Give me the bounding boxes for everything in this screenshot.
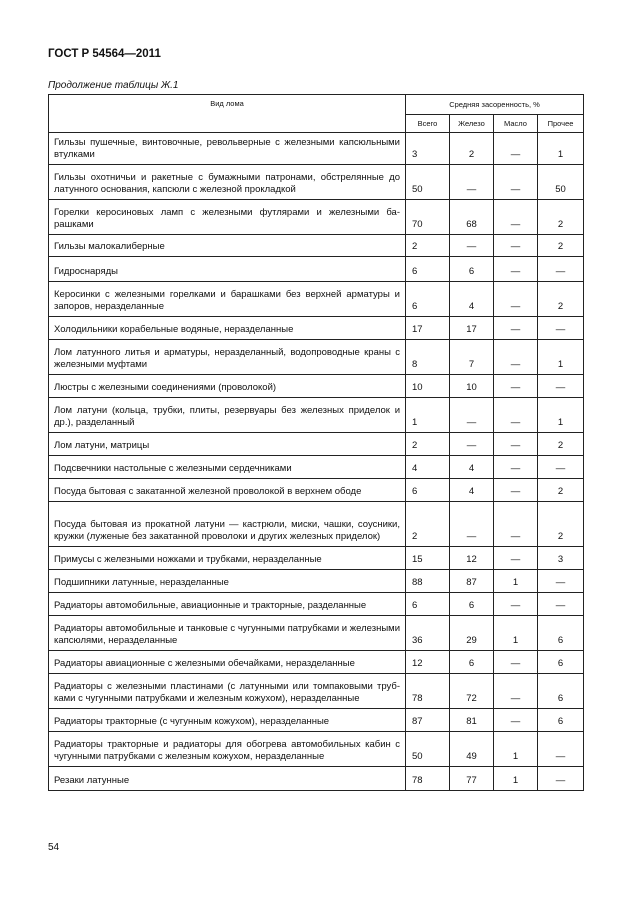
scrap-type-cell: Люстры с железными соединениями (проволокой) — [49, 375, 406, 398]
scrap-type-cell: Лом латуни (кольца, трубки, плиты, резервуары без железных приделок и др.), разделанный — [49, 398, 406, 433]
oil-cell: — — [494, 398, 538, 433]
document-header: ГОСТ Р 54564—2011 — [48, 48, 161, 60]
iron-cell: 2 — [450, 133, 494, 165]
other-cell: — — [538, 375, 584, 398]
table-row — [49, 570, 584, 593]
total-cell: 78 — [406, 674, 450, 709]
scrap-type-cell: Радиаторы авиационные с железными обечайками, неразделанные — [49, 651, 406, 674]
total-cell: 2 — [406, 433, 450, 456]
table-row — [49, 235, 584, 257]
iron-cell: — — [450, 235, 494, 257]
table-row — [49, 651, 584, 674]
oil-cell: — — [494, 282, 538, 317]
table-row — [49, 433, 584, 456]
oil-cell: — — [494, 133, 538, 165]
total-cell: 15 — [406, 547, 450, 570]
other-cell: 1 — [538, 133, 584, 165]
col-header-total: Всего — [406, 115, 450, 133]
scrap-type-cell: Лом латуни, матрицы — [49, 433, 406, 456]
iron-cell: 87 — [450, 570, 494, 593]
scrap-type-cell: Радиаторы тракторные (с чугунным кожухом), неразделанные — [49, 709, 406, 732]
table-row — [49, 282, 584, 317]
table-row — [49, 257, 584, 282]
oil-cell: — — [494, 200, 538, 235]
iron-cell: 7 — [450, 340, 494, 375]
other-cell: — — [538, 570, 584, 593]
scrap-type-cell: Примусы с железными ножками и трубками, неразделанные — [49, 547, 406, 570]
total-cell: 10 — [406, 375, 450, 398]
total-cell: 88 — [406, 570, 450, 593]
other-cell: 1 — [538, 340, 584, 375]
other-cell: — — [538, 317, 584, 340]
table-row — [49, 732, 584, 767]
oil-cell: — — [494, 709, 538, 732]
iron-cell: 68 — [450, 200, 494, 235]
iron-cell: 17 — [450, 317, 494, 340]
iron-cell: 4 — [450, 282, 494, 317]
oil-cell: — — [494, 547, 538, 570]
table-row — [49, 709, 584, 732]
table-row — [49, 479, 584, 502]
oil-cell: — — [494, 235, 538, 257]
total-cell: 6 — [406, 479, 450, 502]
table-caption: Продолжение таблицы Ж.1 — [48, 80, 179, 91]
other-cell: 2 — [538, 502, 584, 547]
oil-cell: — — [494, 502, 538, 547]
total-cell: 6 — [406, 257, 450, 282]
iron-cell: 12 — [450, 547, 494, 570]
oil-cell: — — [494, 165, 538, 200]
other-cell: — — [538, 456, 584, 479]
table-row — [49, 502, 584, 547]
scrap-type-cell: Радиаторы с железными пластинами (с латунными или томпаковыми трубками с чугунными патрубками и железным кожухом), неразделанные — [49, 674, 406, 709]
other-cell: — — [538, 767, 584, 791]
scrap-type-cell: Радиаторы автомобильные и танковые с чугунными патрубками и железными капсюлями, неразделанные — [49, 616, 406, 651]
oil-cell: 1 — [494, 570, 538, 593]
iron-cell: 6 — [450, 593, 494, 616]
scrap-type-cell: Гильзы малокалиберные — [49, 235, 406, 257]
table-body — [49, 133, 584, 791]
other-cell: 6 — [538, 616, 584, 651]
iron-cell: 72 — [450, 674, 494, 709]
other-cell: — — [538, 732, 584, 767]
total-cell: 8 — [406, 340, 450, 375]
iron-cell: — — [450, 165, 494, 200]
total-cell: 4 — [406, 456, 450, 479]
oil-cell: — — [494, 456, 538, 479]
iron-cell: — — [450, 398, 494, 433]
other-cell: 1 — [538, 398, 584, 433]
col-header-iron: Железо — [450, 115, 494, 133]
col-header-oil: Масло — [494, 115, 538, 133]
oil-cell: 1 — [494, 732, 538, 767]
other-cell: — — [538, 257, 584, 282]
scrap-type-cell: Керосинки с железными горелками и барашками без верхней арматуры и запоров, неразделанные — [49, 282, 406, 317]
iron-cell: 81 — [450, 709, 494, 732]
other-cell: 6 — [538, 709, 584, 732]
oil-cell: 1 — [494, 616, 538, 651]
table-row — [49, 200, 584, 235]
other-cell: 3 — [538, 547, 584, 570]
other-cell: — — [538, 593, 584, 616]
scrap-type-cell: Гидроснаряды — [49, 257, 406, 282]
oil-cell: 1 — [494, 767, 538, 791]
scrap-type-cell: Холодильники корабельные водяные, неразделанные — [49, 317, 406, 340]
col-header-scrap-type: Вид лома — [49, 95, 406, 133]
oil-cell: — — [494, 479, 538, 502]
total-cell: 36 — [406, 616, 450, 651]
col-header-other: Прочее — [538, 115, 584, 133]
total-cell: 87 — [406, 709, 450, 732]
oil-cell: — — [494, 257, 538, 282]
scrap-type-cell: Горелки керосиновых ламп с железными футлярами и железными барашками — [49, 200, 406, 235]
oil-cell: — — [494, 593, 538, 616]
total-cell: 50 — [406, 165, 450, 200]
table-row — [49, 616, 584, 651]
total-cell: 3 — [406, 133, 450, 165]
oil-cell: — — [494, 340, 538, 375]
table-row — [49, 317, 584, 340]
iron-cell: — — [450, 433, 494, 456]
iron-cell: 6 — [450, 651, 494, 674]
page-number: 54 — [48, 842, 60, 853]
iron-cell: 4 — [450, 479, 494, 502]
iron-cell: 10 — [450, 375, 494, 398]
iron-cell: 77 — [450, 767, 494, 791]
total-cell: 1 — [406, 398, 450, 433]
table-row — [49, 398, 584, 433]
scrap-type-cell: Подсвечники настольные с железными сердечниками — [49, 456, 406, 479]
table-row — [49, 375, 584, 398]
total-cell: 6 — [406, 282, 450, 317]
table-row — [49, 674, 584, 709]
table-row — [49, 593, 584, 616]
scrap-type-cell: Резаки латунные — [49, 767, 406, 791]
total-cell: 70 — [406, 200, 450, 235]
total-cell: 17 — [406, 317, 450, 340]
oil-cell: — — [494, 433, 538, 456]
scrap-type-cell: Посуда бытовая с закатанной железной проволокой в верхнем ободе — [49, 479, 406, 502]
other-cell: 2 — [538, 235, 584, 257]
iron-cell: 4 — [450, 456, 494, 479]
oil-cell: — — [494, 375, 538, 398]
other-cell: 6 — [538, 674, 584, 709]
oil-cell: — — [494, 674, 538, 709]
other-cell: 2 — [538, 433, 584, 456]
other-cell: 2 — [538, 479, 584, 502]
total-cell: 2 — [406, 235, 450, 257]
col-header-avg-contamination: Средняя засоренность, % — [406, 95, 584, 115]
iron-cell: 49 — [450, 732, 494, 767]
total-cell: 6 — [406, 593, 450, 616]
scrap-type-cell: Гильзы охотничьи и ракетные с бумажными патронами, обстрелянные до латунного основания, капсюли с железной прокладкой — [49, 165, 406, 200]
table-row — [49, 340, 584, 375]
other-cell: 2 — [538, 200, 584, 235]
scrap-type-cell: Подшипники латунные, неразделанные — [49, 570, 406, 593]
total-cell: 78 — [406, 767, 450, 791]
oil-cell: — — [494, 317, 538, 340]
iron-cell: — — [450, 502, 494, 547]
table-row — [49, 767, 584, 791]
scrap-type-cell: Посуда бытовая из прокатной латуни — кастрюли, миски, чашки, соусники, кружки (луженые без закатанной проволоки и других железных приделок) — [49, 502, 406, 547]
iron-cell: 6 — [450, 257, 494, 282]
scrap-type-cell: Гильзы пушечные, винтовочные, револьверные с железными капсюльными втулками — [49, 133, 406, 165]
iron-cell: 29 — [450, 616, 494, 651]
other-cell: 6 — [538, 651, 584, 674]
other-cell: 2 — [538, 282, 584, 317]
table-row — [49, 456, 584, 479]
scrap-type-cell: Лом латунного литья и арматуры, неразделанный, водопроводные краны с железными муфтами — [49, 340, 406, 375]
total-cell: 12 — [406, 651, 450, 674]
oil-cell: — — [494, 651, 538, 674]
total-cell: 2 — [406, 502, 450, 547]
scrap-type-cell: Радиаторы тракторные и радиаторы для обогрева автомобильных кабин с чугунными патрубками с железным кожухом, неразделанные — [49, 732, 406, 767]
scrap-contamination-table — [48, 94, 584, 791]
scrap-type-cell: Радиаторы автомобильные, авиационные и тракторные, разделанные — [49, 593, 406, 616]
total-cell: 50 — [406, 732, 450, 767]
table-row — [49, 165, 584, 200]
table-row — [49, 547, 584, 570]
table-row — [49, 133, 584, 165]
other-cell: 50 — [538, 165, 584, 200]
